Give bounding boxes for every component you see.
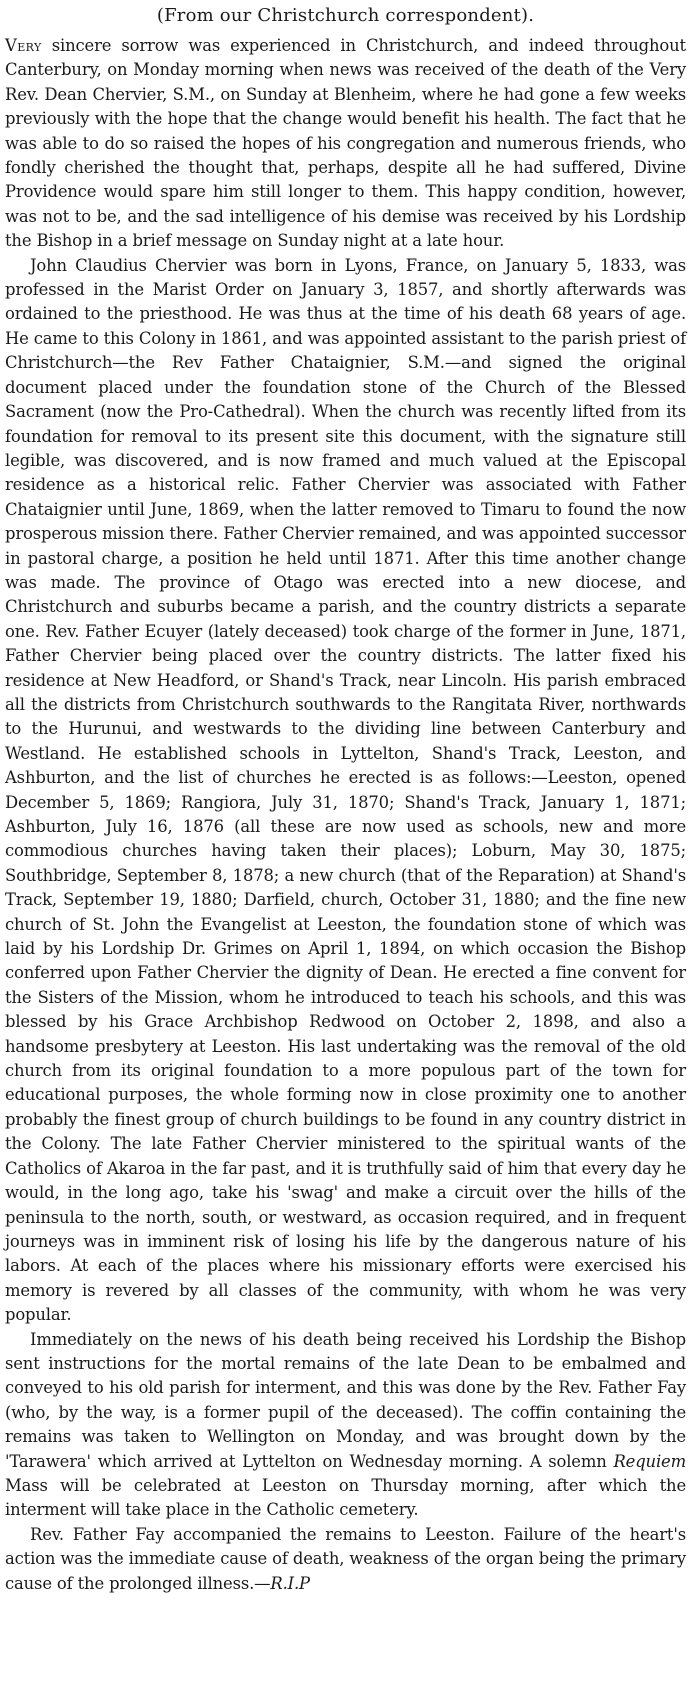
paragraph-1-text: sincere sorrow was experienced in Christchurch, and indeed throughout Canterbury, on Monday morning when news was received of the death of the Very Rev. Dean Chervier, S.M., on Sunday at Blenheim, where he had gone a few weeks previously with the hope that the change would benefit his health. The fact that he was able to do so raised the hopes of his congregation and numerous friends, who fondly cherished the thought that, perhaps, despite all he had suffered, Divine Providence would spare him still longer to them. This happy condition, however, was not to be, and the sad intelligence of his demise was received by his Lordship the Bishop in a brief message on Sunday night at a late hour. bbox=[5, 36, 686, 251]
article-paragraph-2: John Claudius Chervier was born in Lyons, France, on January 5, 1833, was professed in the Marist Order on January 3, 1857, and shortly afterwards was ordained to the priesthood. He was thus at the time of his death 68 years of age. He came to this Colony in 1861, and was appointed assistant to the parish priest of Christchurch—the Rev Father Chataignier, S.M.—and signed the original document placed under the foundation stone of the Church of the Blessed Sacrament (now the Pro-Cathedral). When the church was recently lifted from its foundation for removal to its present site this document, with the signature still legible, was discovered, and is now framed and much valued at the Episcopal residence as a historical relic. Father Chervier was associated with Father Chataignier until June, 1869, when the latter removed to Timaru to found the now prosperous mission there. Father Chervier remained, and was appointed successor in pastoral charge, a position he held until 1871. After this time another change was made. The province of Otago was erected into a new diocese, and Christchurch and suburbs became a parish, and the country districts a separate one. Rev. Father Ecuyer (lately deceased) took charge of the former in June, 1871, Father Chervier being placed over the country districts. The latter fixed his residence at New Headford, or Shand's Track, near Lincoln. His parish embraced all the districts from Christchurch southwards to the Rangitata River, northwards to the Hurunui, and westwards to the dividing line between Canterbury and Westland. He established schools in Lyttelton, Shand's Track, Leeston, and Ashburton, and the list of churches he erected is as follows:—Leeston, opened December 5, 1869; Rangiora, July 31, 1870; Shand's Track, January 1, 1871; Ashburton, July 16, 1876 (all these are now used as schools, new and more commodious churches having taken their places); Loburn, May 30, 1875; Southbridge, September 8, 1878; a new church (that of the Reparation) at Shand's Track, September 19, 1880; Darfield, church, October 31, 1880; and the fine new church of St. John the Evangelist at Leeston, the foundation stone of which was laid by his Lordship Dr. Grimes on April 1, 1894, on which occasion the Bishop conferred upon Father Chervier the dignity of Dean. He erected a fine convent for the Sisters of the Mission, whom he introduced to teach his schools, and this was blessed by his Grace Archbishop Redwood on October 2, 1898, and also a handsome presbytery at Leeston. His last undertaking was the removal of the old church from its original foundation to a more populous part of the town for educational purposes, the whole forming now in close proximity one to another probably the finest group of church buildings to be found in any country district in the Colony. The late Father Chervier ministered to the spiritual wants of the Catholics of Akaroa in the far past, and it is truthfully said of him that every day he would, in the long ago, take his 'swag' and make a circuit over the hills of the peninsula to the north, south, or westward, as occasion required, and in frequent journeys was in imminent risk of losing his life by the dangerous nature of his labors. At each of the places where his missionary efforts were exercised his memory is revered by all classes of the community, with whom he was very popular. bbox=[5, 255, 686, 1325]
rip-italic: R.I.P bbox=[270, 1573, 310, 1593]
article-paragraph-3 bbox=[5, 1328, 686, 1523]
paragraph-3-text-before: Immediately on the news of his death being received his Lordship the Bishop sent instructions for the mortal remains of the late Dean to be embalmed and conveyed to his old parish for interment, and this was done by the Rev. Father Fay (who, by the way, is a former pupil of the deceased). The coffin containing the remains was taken to Wellington on Monday, and was brought down by the 'Tarawera' which arrived at Lyttelton on Wednesday morning. A solemn bbox=[5, 1329, 686, 1471]
article-paragraph-1 bbox=[5, 34, 686, 254]
article-paragraph-4 bbox=[5, 1523, 686, 1596]
correspondent-header: (From our Christchurch correspondent). bbox=[156, 5, 535, 26]
paragraph-4-text: Rev. Father Fay accompanied the remains to Leeston. Failure of the heart's action was the immediate cause of death, weakness of the organ being the primary cause of the prolonged illness.— bbox=[5, 1524, 686, 1593]
drop-lead-word: Very bbox=[5, 36, 42, 55]
paragraph-3-text-after: Mass will be celebrated at Leeston on Thursday morning, after which the interment will take place in the Catholic cemetery. bbox=[5, 1475, 686, 1520]
requiem-italic: Requiem bbox=[613, 1451, 686, 1471]
